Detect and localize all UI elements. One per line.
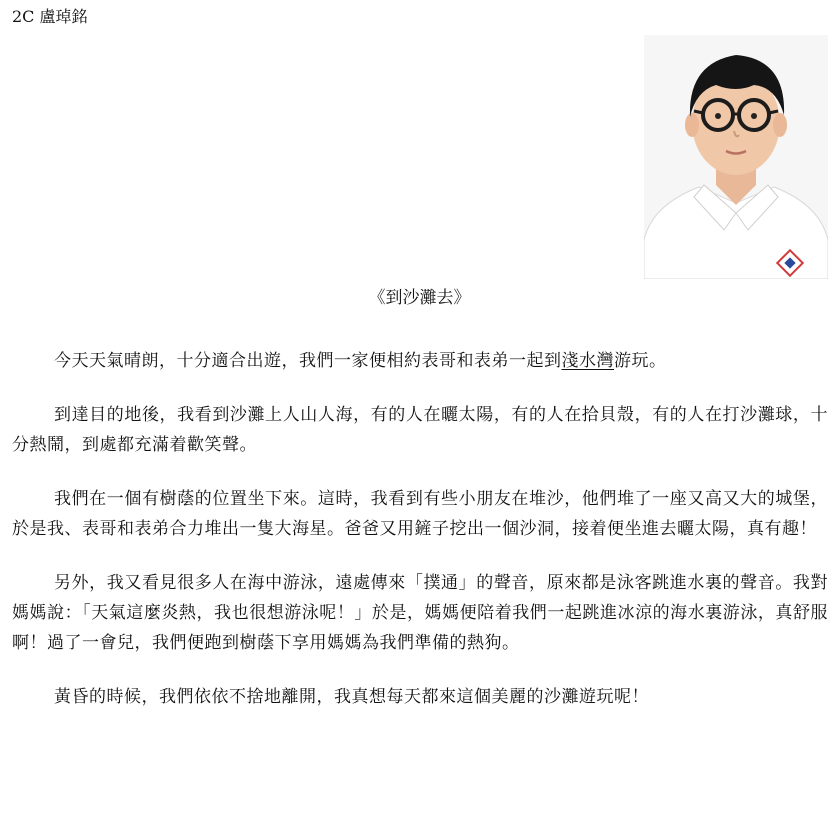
essay-paragraph-3: 我們在一個有樹蔭的位置坐下來。這時，我看到有些小朋友在堆沙，他們堆了一座又高又大的城堡，於是我、表哥和表弟合力堆出一隻大海星。爸爸又用鏟子挖出一個沙洞，接着便坐進去曬太陽，真有趣！ (12, 489, 828, 539)
paragraph-text: 游玩。 (614, 351, 667, 371)
student-photo (644, 35, 828, 279)
essay-paragraph-1 (12, 346, 828, 376)
paragraph-text: 今天天氣晴朗，十分適合出遊，我們一家便相約表哥和表弟一起到 (54, 351, 562, 371)
student-name: 2C 盧琸銘 (12, 7, 88, 26)
essay-paragraph-5: 黃昏的時候，我們依依不捨地離開，我真想每天都來這個美麗的沙灘遊玩呢！ (54, 687, 649, 707)
place-name-underlined: 淺水灣 (561, 351, 614, 371)
student-portrait-icon (644, 35, 828, 279)
essay-title: 《到沙灘去》 (368, 288, 471, 308)
essay-body (12, 346, 828, 712)
essay-paragraph-2: 到達目的地後，我看到沙灘上人山人海，有的人在曬太陽，有的人在拾貝殼，有的人在打沙灘球，十分熱鬧，到處都充滿着歡笑聲。 (12, 405, 828, 455)
essay-paragraph-4: 另外，我又看見很多人在海中游泳，遠處傳來「撲通」的聲音，原來都是泳客跳進水裏的聲音。我對媽媽說：「天氣這麼炎熱，我也很想游泳呢！」於是，媽媽便陪着我們一起跳進冰涼的海水裏游泳，真舒服啊！過了一會兒，我們便跑到樹蔭下享用媽媽為我們準備的熱狗。 (12, 573, 828, 653)
